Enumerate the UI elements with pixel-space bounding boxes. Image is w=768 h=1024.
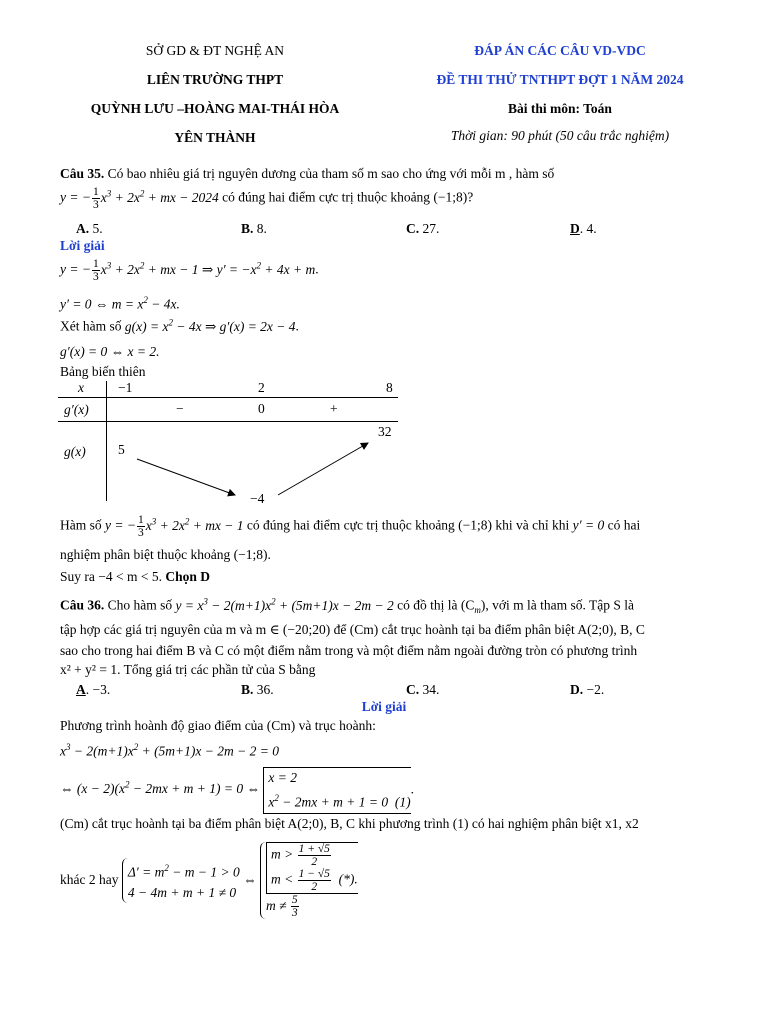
q36-sol1: Phương trình hoành độ giao điểm của (Cm) và trục hoành: bbox=[60, 718, 376, 733]
q36-sol3: ⇔ $(x - 2)(x^2 - 2mx + m + 1) = 0$ ⇔ x = 2 $x^2 - 2mx + m + 1 = 0$ (1) . bbox=[60, 767, 414, 814]
q36-option-b[interactable]: B. 36. bbox=[241, 682, 274, 697]
q35-bbt-label: Bảng biến thiên bbox=[60, 364, 146, 379]
q35-text1: Có bao nhiêu giá trị nguyên dương của tham số m sao cho ứng với mỗi m , hàm số bbox=[104, 166, 555, 181]
q36-sol6: khác 2 hay $\Delta' = m^2 - m - 1 > 0$ 4 − 4m + m + 1 ≠ 0 ⇔ m > $\frac{1 + √5}{2}$ m < $\frac{1 - √5}{2}$ (*). m ≠ $\frac{5}{3}$ bbox=[60, 843, 358, 920]
table-g-min4: −4 bbox=[250, 491, 265, 506]
q35-label: Câu 35. bbox=[60, 166, 105, 181]
q35-derivative: y = − $\frac{1}{3}$ $x^3 + 2x^2$ + mx − 1 ⇒ $y' = -x^2 + 4x + m$. bbox=[60, 258, 319, 283]
q36-line2: tập hợp các giá trị nguyên của m và m ∈ (−20;20) để (Cm) cắt trục hoành tại ba điểm phân biệt A(2;0), B, C bbox=[60, 622, 645, 637]
arrow-up-icon bbox=[278, 443, 368, 495]
q36-solution-title: Lời giải bbox=[361, 699, 407, 714]
table-sign-plus: + bbox=[330, 401, 338, 416]
q35-step3: Xét hàm số $g(x) = x^2 - 4x$ ⇒ g′(x) = 2x − 4. bbox=[60, 317, 299, 334]
school-department: SỞ GD & ĐT NGHỆ AN bbox=[145, 43, 285, 58]
q35-option-d[interactable]: D. 4. bbox=[570, 221, 597, 236]
table-zero: 0 bbox=[258, 401, 265, 416]
q36-option-d[interactable]: D. −2. bbox=[570, 682, 605, 697]
q36-line3: sao cho trong hai điểm B và C có một điểm nằm trong và một điểm nằm ngoài đường tròn có phương trình bbox=[60, 643, 638, 658]
q36-option-c[interactable]: C. 34. bbox=[406, 682, 440, 697]
q35-option-b[interactable]: B. 8. bbox=[241, 221, 267, 236]
school-name: LIÊN TRƯỜNG THPT bbox=[146, 72, 284, 87]
q35-solution-title: Lời giải bbox=[60, 238, 105, 253]
q36-option-a[interactable]: A. −3. bbox=[76, 682, 111, 697]
table-x3: 8 bbox=[386, 380, 393, 395]
q35-text2: có đúng hai điểm cực trị thuộc khoảng (−1;8)? bbox=[218, 189, 474, 205]
table-g-5: 5 bbox=[118, 442, 125, 457]
table-sign-minus: − bbox=[176, 401, 184, 416]
q36-sol5: (Cm) cắt trục hoành tại ba điểm phân biệt A(2;0), B, C khi phương trình (1) có hai nghiệm phân biệt x1, x2 bbox=[60, 816, 639, 831]
exam-title: ĐỀ THI THỬ TNTHPT ĐỢT 1 NĂM 2024 bbox=[436, 72, 684, 87]
q35-para2: nghiệm phân biệt thuộc khoảng (−1;8). bbox=[60, 547, 271, 562]
q36-line1: Câu 36. Cho hàm số $y = x^3 - 2(m+1)x^2 + (5m+1)x - 2m - 2$ có đồ thị là $(C_m)$, với m là tham số. Tập S là bbox=[60, 596, 634, 616]
table-x2: 2 bbox=[258, 380, 265, 395]
q35-conclusion: Suy ra −4 < m < 5. Chọn D bbox=[60, 569, 210, 584]
table-gprime-header: g′(x) bbox=[64, 402, 89, 417]
q35-step4: g′(x) = 0 ⇔ x = 2. bbox=[60, 344, 160, 359]
school-group: QUỲNH LƯU –HOÀNG MAI-THÁI HÒA bbox=[90, 101, 340, 116]
table-g-header: g(x) bbox=[64, 444, 86, 459]
exam-duration: Thời gian: 90 phút (50 câu trắc nghiệm) bbox=[450, 128, 670, 143]
q36-sol2: $x^3 - 2(m+1)x^2 + (5m+1)x - 2m - 2 = 0$ bbox=[60, 742, 279, 759]
arrow-down-icon bbox=[137, 459, 235, 495]
q36-line4: x² + y² = 1. Tổng giá trị các phần tử của S bằng bbox=[60, 662, 316, 677]
table-g-32: 32 bbox=[378, 424, 392, 439]
subject: Bài thi môn: Toán bbox=[508, 101, 612, 116]
q35-option-c[interactable]: C. 27. bbox=[406, 221, 440, 236]
q35-function: y = − $\frac{1}{3}$ $x^3 + 2x^2$ + mx − 2024 có đúng hai điểm cực trị thuộc khoảng (−1;8)? bbox=[60, 186, 474, 211]
q35-option-a[interactable]: A. 5. bbox=[76, 221, 103, 236]
school-town: YÊN THÀNH bbox=[174, 130, 256, 145]
q35-para1: Hàm số y = − $\frac{1}{3}$ $x^3 + 2x^2$ + mx − 1 có đúng hai điểm cực trị thuộc khoảng (−1;8) khi và chỉ khi y′ = 0 có hai bbox=[60, 514, 641, 539]
table-x1: −1 bbox=[118, 380, 133, 395]
q35-step2: y′ = 0 ⇔ $m = x^2 - 4x$. bbox=[60, 295, 180, 312]
answer-title: ĐÁP ÁN CÁC CÂU VD-VDC bbox=[474, 43, 646, 58]
table-x-header: x bbox=[78, 380, 84, 395]
